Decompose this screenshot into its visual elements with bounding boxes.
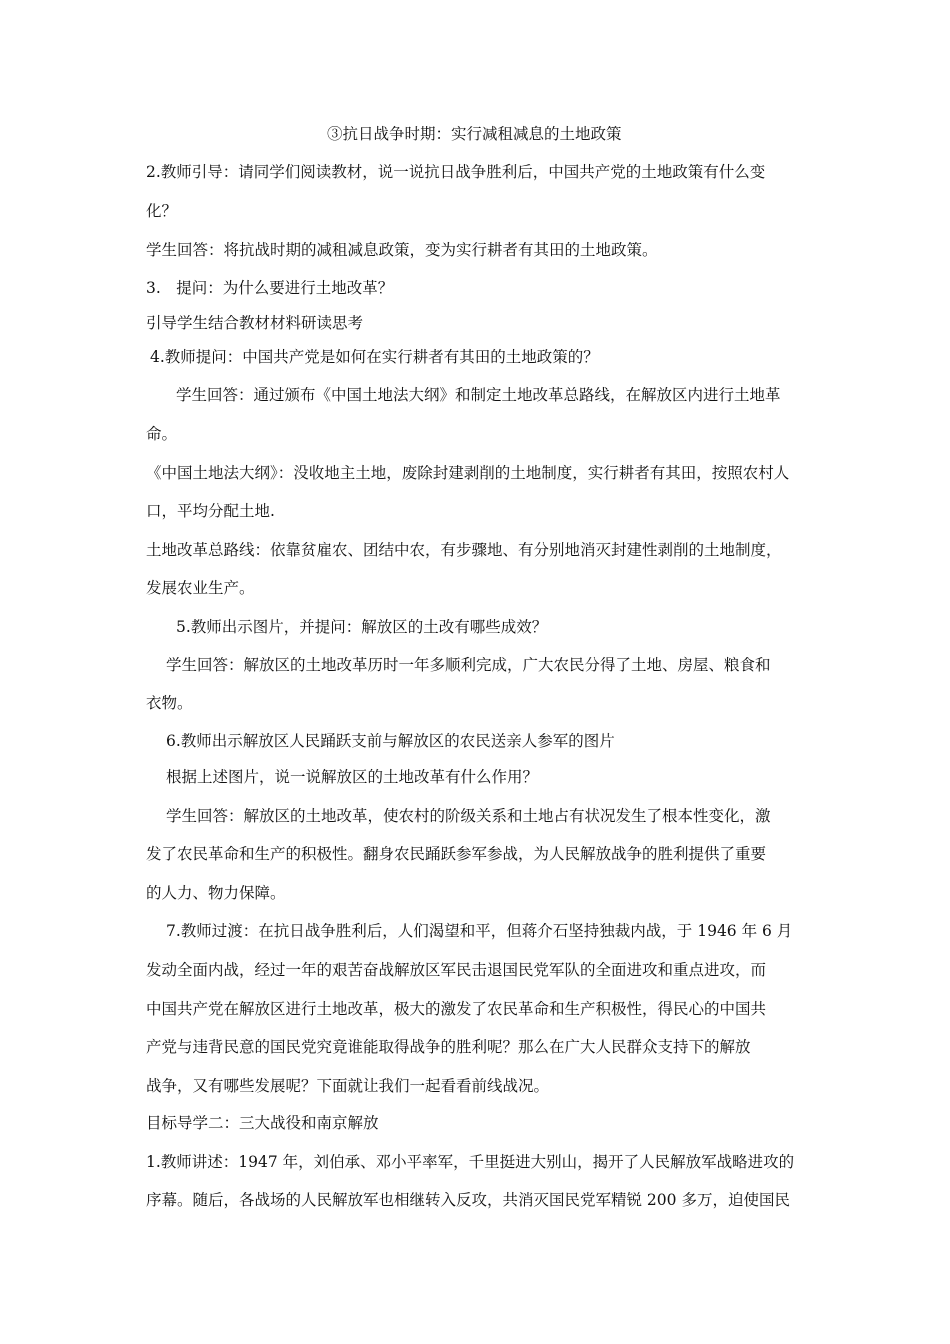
- text-line: 战争，又有哪些发展呢？下面就让我们一起看看前线战况。: [146, 1077, 550, 1095]
- text-line: 6.教师出示解放区人民踊跃支前与解放区的农民送亲人参军的图片: [166, 732, 615, 750]
- text-line: 1.教师讲述：1947 年，刘伯承、邓小平率军，千里挺进大别山，揭开了人民解放军战略进攻的: [146, 1153, 795, 1171]
- text-line: 学生回答：解放区的土地改革历时一年多顺利完成，广大农民分得了土地、房屋、粮食和: [166, 656, 771, 674]
- text-line: 中国共产党在解放区进行土地改革，极大的激发了农民革命和生产积极性，得民心的中国共: [146, 1000, 767, 1018]
- text-line: 学生回答：解放区的土地改革，使农村的阶级关系和土地占有状况发生了根本性变化，激: [166, 807, 771, 825]
- text-line: 土地改革总路线：依靠贫雇农、团结中农，有步骤地、有分别地消灭封建性剥削的土地制度，: [146, 541, 782, 559]
- text-line: 5.教师出示图片，并提问：解放区的土改有哪些成效？: [176, 618, 548, 636]
- text-line: 根据上述图片，说一说解放区的土地改革有什么作用？: [166, 768, 539, 786]
- text-line: 3. 提问：为什么要进行土地改革？: [146, 279, 394, 297]
- text-line: 化？: [146, 202, 178, 220]
- text-line: 《中国土地法大纲》：没收地主土地，废除封建剥削的土地制度，实行耕者有其田，按照农村人: [146, 464, 790, 482]
- text-line: 产党与违背民意的国民党究竟谁能取得战争的胜利呢？那么在广大人民群众支持下的解放: [146, 1038, 751, 1056]
- text-line: 的人力、物力保障。: [146, 884, 286, 902]
- text-line: 命。: [146, 425, 178, 443]
- text-line: 4.教师提问：中国共产党是如何在实行耕者有其田的土地政策的？: [150, 348, 599, 366]
- text-line: 学生回答：通过颁布《中国土地法大纲》和制定土地改革总路线，在解放区内进行土地革: [176, 386, 781, 404]
- text-line: 衣物。: [146, 694, 193, 712]
- text-line: 学生回答：将抗战时期的减租减息政策，变为实行耕者有其田的土地政策。: [146, 241, 658, 259]
- text-line: ③抗日战争时期：实行减租减息的土地政策: [327, 125, 622, 143]
- text-line: 7.教师过渡：在抗日战争胜利后，人们渴望和平，但蒋介石坚持独裁内战，于 1946 年 6 月: [166, 922, 793, 940]
- text-line: 引导学生结合教材材料研读思考: [146, 314, 364, 332]
- text-line: 2.教师引导：请同学们阅读教材，说一说抗日战争胜利后，中国共产党的土地政策有什么变: [146, 163, 766, 181]
- section-heading: 目标导学二：三大战役和南京解放: [146, 1114, 379, 1132]
- text-line: 序幕。随后，各战场的人民解放军也相继转入反攻，共消灭国民党军精锐 200 多万，迫使国民: [146, 1191, 790, 1209]
- text-line: 发展农业生产。: [146, 579, 255, 597]
- text-line: 口，平均分配土地.: [146, 502, 275, 520]
- text-line: 发了农民革命和生产的积极性。翻身农民踊跃参军参战，为人民解放战争的胜利提供了重要: [146, 845, 767, 863]
- text-line: 发动全面内战，经过一年的艰苦奋战解放区军民击退国民党军队的全面进攻和重点进攻，而: [146, 961, 767, 979]
